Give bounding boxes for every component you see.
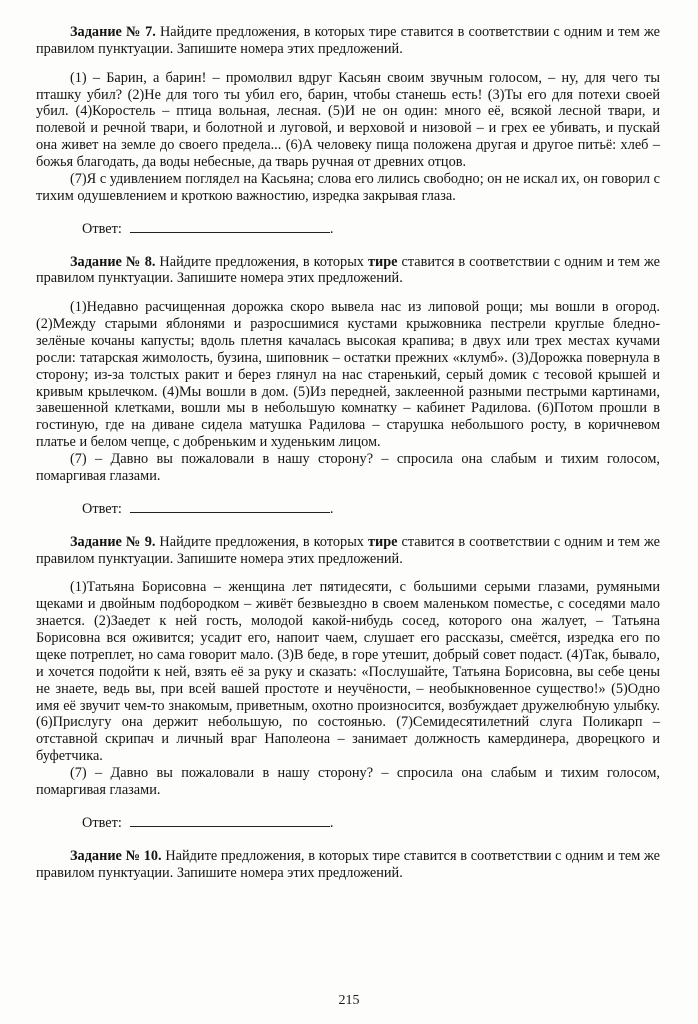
task-heading-bold: Задание № 8. (70, 253, 156, 270)
task-heading-bold: тире (367, 253, 398, 270)
task-heading (36, 24, 660, 58)
answer-period: . (329, 500, 334, 517)
task-paragraphs (36, 70, 660, 205)
task-paragraph: (1) – Барин, а барин! – промолвил вдруг Касьян своим звучным голосом, – ну, для чего ты пташку убил? (2)Не для того ты убил его, барин, чтобы станешь есть! (3)Ты его для потехи своей убил. (4)Коростель – птица вольная, лесная. (5)И не он один: много её, всякой лесной твари, и полевой и речной твари, и болотной и луговой, и верховой и низовой – и грех ее убивать, и пускай она живет на земле до своего предела... (6)А человеку пища положена другая и другое питьё: хлеб – божья благодать, да воды небесные, да тварь ручная от древних отцов. (36, 69, 660, 171)
task-heading-text: Найдите предложения, в которых (155, 533, 368, 550)
task-paragraph: (7) – Давно вы пожаловали в нашу сторону? – спросила она слабым и тихим голосом, помаргивая глазами. (36, 451, 660, 484)
task-paragraphs (36, 579, 660, 798)
answer-label: Ответ: (82, 814, 122, 831)
answer-label: Ответ: (82, 500, 122, 517)
task-heading-text: Найдите предложения, в которых тире ставится в соответствии с одним и тем же правилом пунктуации. Запишите номера этих предложений. (36, 847, 660, 881)
task-heading (36, 254, 660, 288)
answer-period: . (329, 220, 334, 237)
answer-line (36, 220, 660, 238)
task-heading-bold: Задание № 7. (70, 24, 156, 40)
task-section (36, 24, 660, 238)
task-heading-text: ставится в соответствии с одним и тем же правилом пунктуации. Запишите номера этих предложений. (36, 253, 660, 287)
task-heading-text: ставится в соответствии с одним и тем же правилом пунктуации. Запишите номера этих предложений. (36, 533, 660, 567)
answer-blank (130, 814, 330, 827)
task-heading-bold: Задание № 9. (70, 533, 156, 550)
task-heading-bold: тире (367, 533, 398, 550)
task-paragraph: (7)Я с удивлением поглядел на Касьяна; слова его лились свободно; он не искал их, он говорил с тихим одушевлением и кроткою важностию, изредка закрывая глаза. (36, 170, 660, 204)
tasks-container (36, 24, 660, 881)
answer-period: . (329, 814, 334, 831)
page-number: 215 (338, 993, 360, 1009)
task-section (36, 848, 660, 882)
answer-blank (130, 500, 330, 513)
task-section (36, 254, 660, 518)
task-paragraph: (7) – Давно вы пожаловали в нашу сторону? – спросила она слабым и тихим голосом, помаргивая глазами. (36, 764, 660, 798)
answer-blank (130, 220, 330, 233)
task-paragraphs (36, 299, 660, 484)
answer-line (36, 814, 660, 832)
task-paragraph: (1)Татьяна Борисовна – женщина лет пятидесяти, с большими серыми глазами, румяными щеками и двойным подбородком – живёт безвыездно в своем маленьком поместье, с соседями мало знается. (2)Заедет к ней гость, молодой какой-нибудь сосед, которого она жалует, – Татьяна Борисовна вся оживится; усадит его, напоит чаем, слушает его рассказы, смеётся, изредка его по щеке потреплет, но сама говорит мало. (3)В беде, в горе утешит, добрый совет подаст. (4)Так, бывало, и хочется подойти к ней, взять её за руку и сказать: «Послушайте, Татьяна Борисовна, вы себе цены не знаете, ведь вы, при всей вашей простоте и неучёности, – необыкновенное существо!» (5)Одно имя её звучит чем-то знакомым, приветным, охотно произносится, возбуждает дружелюбную улыбку. (6)Прислугу она держит небольшую, по состоянью. (7)Семидесятилетний слуга Поликарп – отставной скрипач и личный враг Наполеона – занимает должность камердинера, дворецкого и буфетчика. (36, 579, 660, 765)
task-heading-text: Найдите предложения, в которых тире ставится в соответствии с одним и тем же правилом пунктуации. Запишите номера этих предложений. (36, 24, 661, 57)
task-paragraph: (1)Недавно расчищенная дорожка скоро вывела нас из липовой рощи; мы вошли в огород. (2)Между старыми яблонями и разросшимися кустами крыжовника пестрели круглые бледно-зелёные кочаны капусты; вдоль плетня качалась высокая крапива; в двух или трех местах кучами росли: татарская жимолость, бузина, шиповник – остатки прежних «клумб». (3)Дорожка повернула в сторону; из-за толстых ракит и берез глянул на нас старенький, серый домик с тесовой крышей и кривым крылечком. (4)Мы вошли в дом. (5)Из передней, заклеенной разными пестрыми картинами, завешенной клетками, вошли мы в небольшую комнатку – кабинет Радилова. (6)Потом прошли в гостиную, где на диване сидела матушка Радилова – старушка небольшого росту, в коричневом платье и белом чепце, с добреньким и худеньким лицом. (36, 299, 660, 451)
task-heading-bold: Задание № 10. (70, 847, 162, 864)
task-section (36, 534, 660, 832)
task-heading (36, 534, 660, 568)
task-heading-text: Найдите предложения, в которых (155, 253, 368, 270)
task-heading (36, 848, 660, 882)
answer-label: Ответ: (82, 220, 122, 237)
answer-line (36, 500, 660, 518)
